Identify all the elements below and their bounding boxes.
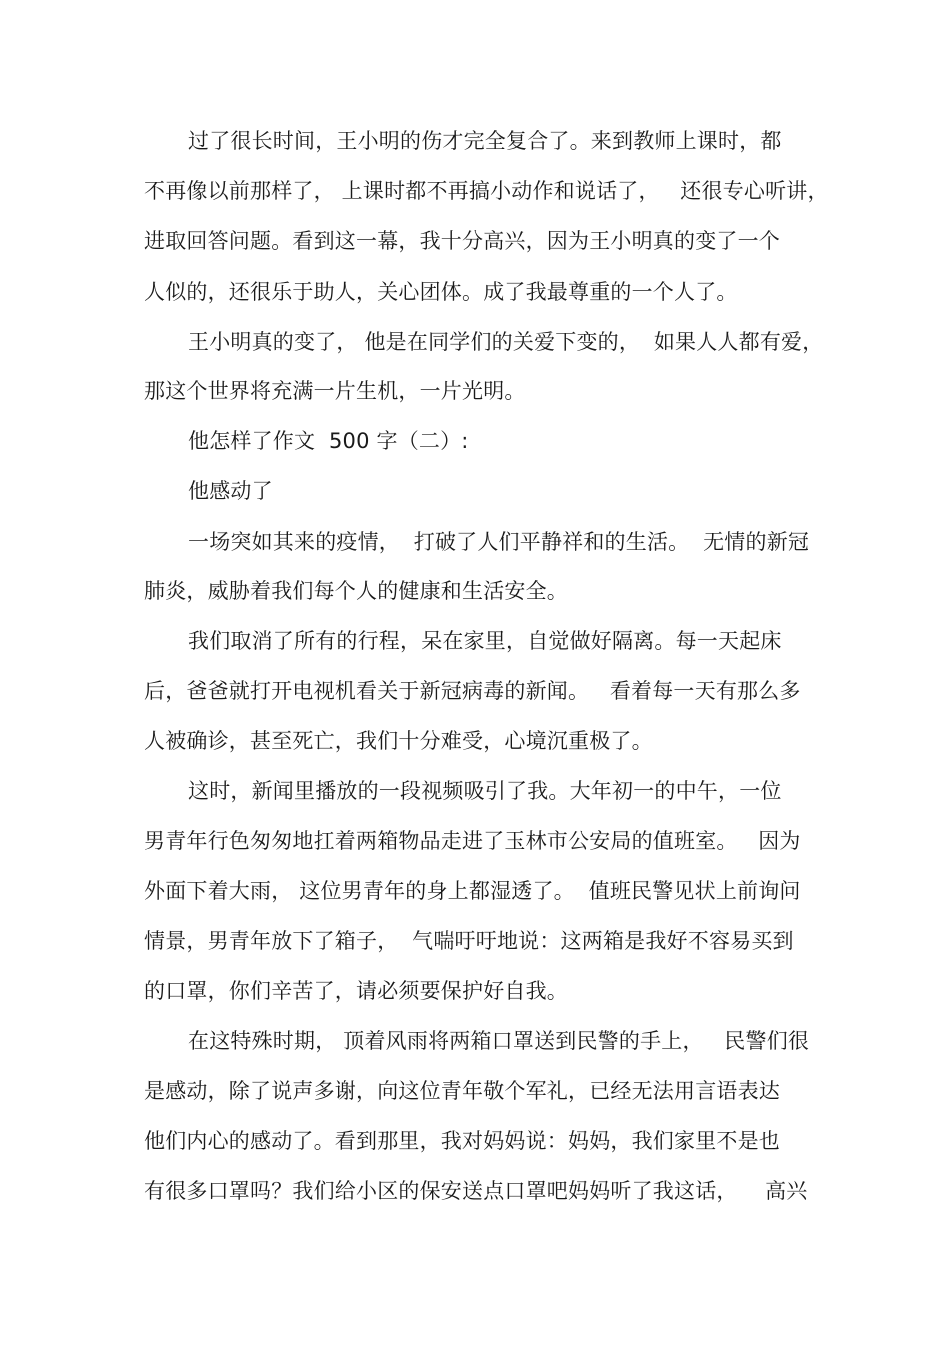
text-line: 情景，男青年放下了箱子， 气喘吁吁地说：这两箱是我好不容易买到 — [144, 929, 794, 953]
text-line: 他们内心的感动了。看到那里，我对妈妈说：妈妈，我们家里不是也 — [144, 1129, 780, 1153]
text-line: 是感动，除了说声多谢，向这位青年敬个军礼，已经无法用言语表达 — [144, 1079, 780, 1103]
text-line: 的口罩，你们辛苦了，请必须要保护好自我。 — [144, 979, 568, 1003]
text-line: 外面下着大雨， 这位男青年的身上都湿透了。 值班民警见状上前询问 — [144, 879, 801, 903]
text-line: 那这个世界将充满一片生机，一片光明。 — [144, 379, 526, 403]
section-heading: 他怎样了作文 500 字（二）: — [188, 429, 469, 453]
text-line: 不再像以前那样了， 上课时都不再搞小动作和说话了， 还很专心听讲， — [144, 179, 829, 203]
essay-title: 他感动了 — [188, 479, 273, 503]
text-line: 在这特殊时期， 顶着风雨将两箱口罩送到民警的手上， 民警们很 — [188, 1029, 810, 1053]
text-line: 人似的，还很乐于助人，关心团体。成了我最尊重的一个人了。 — [144, 280, 738, 304]
text-line: 进取回答问题。看到这一幕，我十分高兴，因为王小明真的变了一个 — [144, 229, 780, 253]
text-line: 后，爸爸就打开电视机看关于新冠病毒的新闻。 看着每一天有那么多 — [144, 679, 801, 703]
text-line: 有很多口罩吗？我们给小区的保安送点口罩吧妈妈听了我这话， 高兴 — [144, 1179, 808, 1203]
text-line: 我们取消了所有的行程，呆在家里，自觉做好隔离。每一天起床 — [188, 629, 782, 653]
text-line: 王小明真的变了， 他是在同学们的关爱下变的， 如果人人都有爱， — [188, 330, 824, 354]
text-line: 男青年行色匆匆地扛着两箱物品走进了玉林市公安局的值班室。 因为 — [144, 829, 801, 853]
text-line: 肺炎，威胁着我们每个人的健康和生活安全。 — [144, 579, 568, 603]
text-line: 人被确诊，甚至死亡，我们十分难受，心境沉重极了。 — [144, 729, 653, 753]
text-line: 一场突如其来的疫情， 打破了人们平静祥和的生活。 无情的新冠 — [188, 530, 810, 554]
text-line: 这时，新闻里播放的一段视频吸引了我。大年初一的中午，一位 — [188, 779, 782, 803]
text-line: 过了很长时间，王小明的伤才完全复合了。来到教师上课时，都 — [188, 129, 782, 153]
